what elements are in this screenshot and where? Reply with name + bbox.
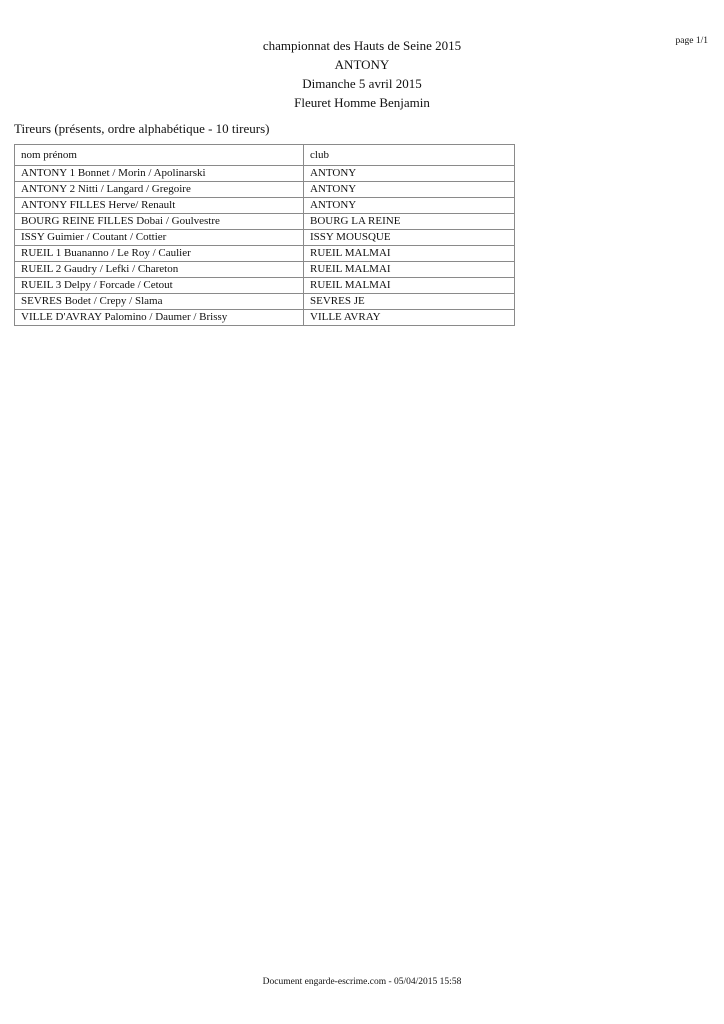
document-footer: Document engarde-escrime.com - 05/04/2015 15:58 (262, 977, 462, 987)
fencer-name-cell: ANTONY 1 Bonnet / Morin / Apolinarski (15, 166, 304, 182)
table-row (15, 198, 515, 214)
table-row (15, 166, 515, 182)
table-row (15, 310, 515, 326)
fencer-name-cell: SEVRES Bodet / Crepy / Slama (15, 294, 304, 310)
club-cell: ANTONY (304, 182, 515, 198)
table-row (15, 214, 515, 230)
document-header (0, 36, 724, 112)
page-number: page 1/1 (675, 36, 708, 46)
fencer-name-cell: RUEIL 3 Delpy / Forcade / Cetout (15, 278, 304, 294)
club-cell: RUEIL MALMAI (304, 262, 515, 278)
competition-title: championnat des Hauts de Seine 2015 (262, 38, 462, 53)
table-header-row (15, 145, 515, 166)
club-cell: ANTONY (304, 166, 515, 182)
fencer-name-cell: ANTONY FILLES Herve/ Renault (15, 198, 304, 214)
competition-location: ANTONY (334, 57, 390, 72)
fencer-name-cell: RUEIL 2 Gaudry / Lefki / Chareton (15, 262, 304, 278)
column-header-name: nom prénom (15, 145, 304, 166)
fencer-name-cell: VILLE D'AVRAY Palomino / Daumer / Brissy (15, 310, 304, 326)
table-row (15, 294, 515, 310)
club-cell: ANTONY (304, 198, 515, 214)
club-cell: ISSY MOUSQUE (304, 230, 515, 246)
fencer-name-cell: RUEIL 1 Buananno / Le Roy / Caulier (15, 246, 304, 262)
table-row (15, 246, 515, 262)
club-cell: RUEIL MALMAI (304, 278, 515, 294)
competition-category: Fleuret Homme Benjamin (294, 95, 430, 110)
fencer-name-cell: ANTONY 2 Nitti / Langard / Gregoire (15, 182, 304, 198)
club-cell: VILLE AVRAY (304, 310, 515, 326)
column-header-club: club (304, 145, 515, 166)
table-row (15, 230, 515, 246)
table-row (15, 262, 515, 278)
table-row (15, 182, 515, 198)
fencers-table (14, 144, 515, 326)
club-cell: BOURG LA REINE (304, 214, 515, 230)
competition-date: Dimanche 5 avril 2015 (302, 76, 422, 91)
fencer-name-cell: BOURG REINE FILLES Dobai / Goulvestre (15, 214, 304, 230)
table-row (15, 278, 515, 294)
fencer-name-cell: ISSY Guimier / Coutant / Cottier (15, 230, 304, 246)
section-title: Tireurs (présents, ordre alphabétique - 10 tireurs) (14, 121, 270, 136)
club-cell: SEVRES JE (304, 294, 515, 310)
club-cell: RUEIL MALMAI (304, 246, 515, 262)
